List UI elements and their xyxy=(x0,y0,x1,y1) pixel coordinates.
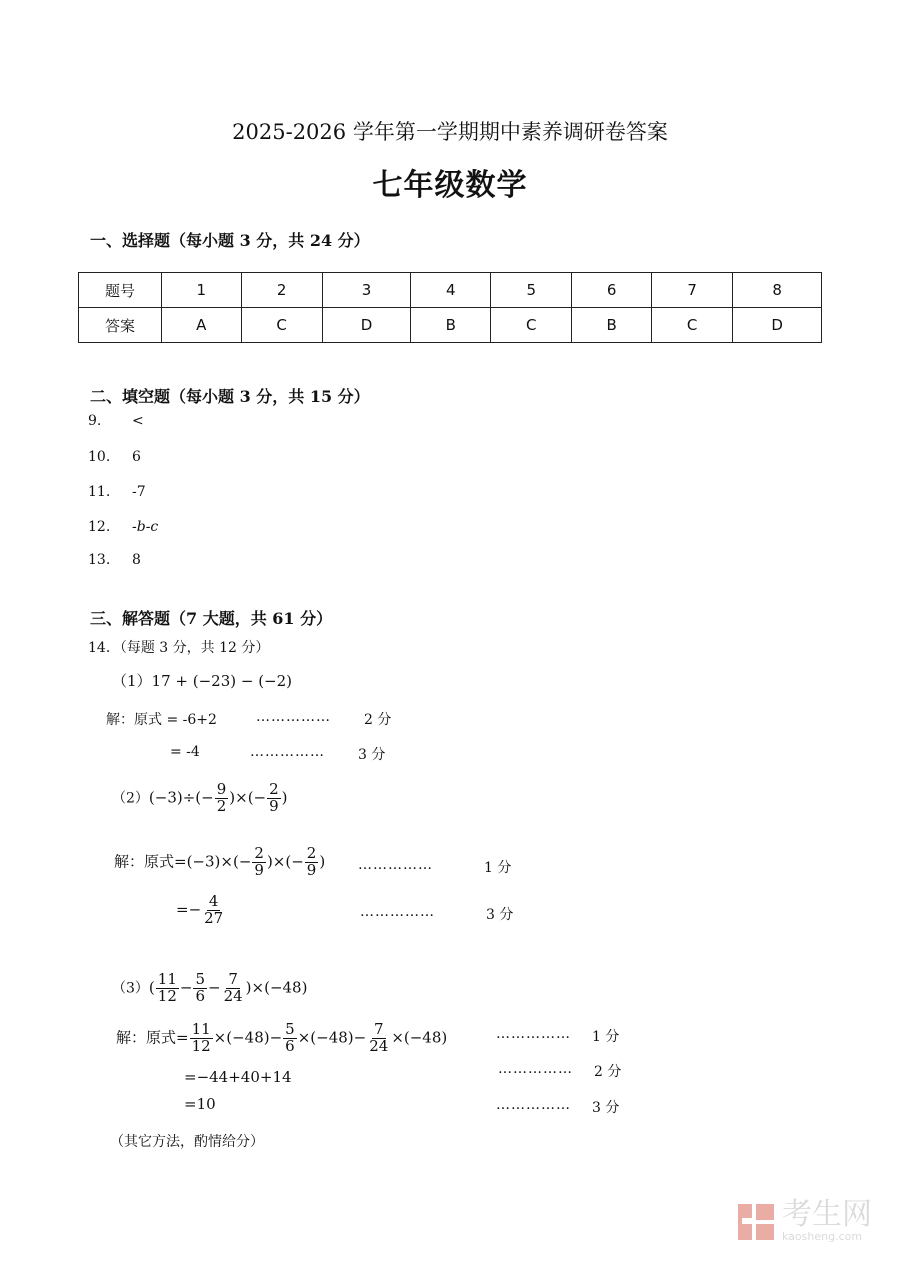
denominator: 9 xyxy=(254,860,264,879)
numerator: 7 xyxy=(373,1020,384,1038)
expression: 17 + (−23) − (−2) xyxy=(151,672,293,690)
numerator: 5 xyxy=(285,1020,295,1038)
table-cell: 4 xyxy=(411,273,491,308)
score-dots: …………… xyxy=(496,1026,571,1042)
score-dots: …………… xyxy=(498,1061,573,1077)
solution-prefix: 解：原式= xyxy=(114,852,187,871)
expr-part: ×(−48)− xyxy=(213,1028,283,1047)
denominator: 6 xyxy=(195,986,205,1005)
score-label: 1 分 xyxy=(592,1029,620,1045)
q14-part2-solution-step2 xyxy=(176,894,226,927)
fill-item-number: 11. xyxy=(88,484,111,500)
score-label: 3 分 xyxy=(486,907,514,923)
q14-part2-expression xyxy=(112,782,288,815)
q14-part2-solution-step1 xyxy=(114,846,325,879)
numerator: 11 xyxy=(191,1020,211,1038)
denominator: 12 xyxy=(191,1036,211,1055)
numerator: 2 xyxy=(306,844,317,862)
table-cell: B xyxy=(411,308,491,343)
fill-item-answer: -b-c xyxy=(132,519,159,535)
numerator: 2 xyxy=(269,780,279,798)
expr-part: ×(−48) xyxy=(391,1028,448,1047)
part-label: （1） xyxy=(112,672,152,690)
score-label: 2 分 xyxy=(594,1064,622,1080)
expr-part: )×(− xyxy=(229,788,267,807)
document-title: 2025-2026 学年第一学期期中素养调研卷答案 xyxy=(232,120,668,144)
part-label: （2） xyxy=(112,790,149,807)
fill-item-number: 13. xyxy=(88,552,111,568)
table-cell: 2 xyxy=(241,273,322,308)
table-cell: D xyxy=(322,308,411,343)
table-cell: 1 xyxy=(162,273,242,308)
denominator: 24 xyxy=(223,986,243,1005)
table-row xyxy=(79,308,822,343)
fill-item-answer: 6 xyxy=(132,449,141,465)
table-header-cell: 题号 xyxy=(79,273,162,308)
table-cell: 8 xyxy=(733,273,822,308)
q14-part1-expression xyxy=(112,670,292,691)
table-cell: C xyxy=(652,308,733,343)
solution-prefix: 解：原式 = xyxy=(106,712,179,728)
table-row xyxy=(79,273,822,308)
q14-part3-solution-step3: =10 xyxy=(184,1095,216,1113)
numerator: 9 xyxy=(216,780,227,798)
denominator: 2 xyxy=(216,796,227,815)
fraction xyxy=(267,782,281,815)
fraction xyxy=(156,972,179,1005)
expr-part: ) xyxy=(281,788,288,807)
fraction xyxy=(252,846,266,879)
score-dots: …………… xyxy=(250,744,325,760)
watermark xyxy=(736,1197,872,1243)
table-cell: A xyxy=(162,308,242,343)
fraction xyxy=(190,1022,213,1055)
denominator: 6 xyxy=(285,1036,295,1055)
fraction xyxy=(202,894,225,927)
answer-table xyxy=(78,272,822,343)
expr-part: )×(− xyxy=(266,852,304,871)
denominator: 9 xyxy=(306,860,317,879)
expr-part: ×(−48)− xyxy=(297,1028,367,1047)
fraction xyxy=(283,1022,297,1055)
table-cell: 7 xyxy=(652,273,733,308)
fraction xyxy=(193,972,207,1005)
score-label: 3 分 xyxy=(592,1100,620,1116)
table-cell: C xyxy=(491,308,572,343)
denominator: 27 xyxy=(204,908,224,927)
document-subtitle: 七年级数学 xyxy=(372,168,528,203)
expr-part: ( xyxy=(148,978,155,997)
score-label: 3 分 xyxy=(358,747,386,763)
score-dots: …………… xyxy=(496,1097,571,1113)
numerator: 5 xyxy=(195,970,205,988)
question-14-intro: 14．（每题 3 分，共 12 分） xyxy=(88,640,270,656)
score-dots: …………… xyxy=(358,857,433,873)
grading-note: （其它方法，酌情给分） xyxy=(110,1134,264,1150)
expr-part: − xyxy=(179,978,193,997)
step-text: -6+2 xyxy=(182,712,217,728)
watermark-logo-icon xyxy=(736,1202,776,1242)
q14-part3-solution-step2: =−44+40+14 xyxy=(184,1068,292,1086)
q14-part1-solution-step2: = -4 xyxy=(170,744,200,760)
q14-part1-solution-step1 xyxy=(106,709,217,729)
table-cell: 6 xyxy=(572,273,652,308)
denominator: 9 xyxy=(269,796,279,815)
table-header-cell: 答案 xyxy=(79,308,162,343)
fill-item-answer: -7 xyxy=(132,484,146,500)
part-label: （3） xyxy=(112,980,149,997)
fraction xyxy=(305,846,319,879)
table-cell: 5 xyxy=(491,273,572,308)
fill-item-answer: 8 xyxy=(132,552,141,568)
table-cell: 3 xyxy=(322,273,411,308)
watermark-url: kaosheng.com xyxy=(782,1230,863,1243)
numerator: 7 xyxy=(228,970,238,988)
fill-item-number: 10. xyxy=(88,449,111,465)
table-cell: C xyxy=(241,308,322,343)
solution-prefix: 解：原式= xyxy=(116,1028,189,1047)
score-dots: …………… xyxy=(360,904,435,920)
score-label: 1 分 xyxy=(484,860,512,876)
score-label: 2 分 xyxy=(364,712,392,728)
expr-part: − xyxy=(208,978,221,997)
numerator: 2 xyxy=(254,844,264,862)
expr-part: ) xyxy=(319,852,326,871)
expr-part: (−3)÷(− xyxy=(148,788,214,807)
table-cell: B xyxy=(572,308,652,343)
q14-part3-expression xyxy=(112,972,307,1005)
expr-part: )×(−48) xyxy=(245,978,308,997)
section-choice-heading: 一、选择题（每小题 3 分，共 24 分） xyxy=(90,231,370,250)
expr-part: =− xyxy=(176,900,202,919)
fill-item-answer: < xyxy=(132,413,144,429)
numerator: 4 xyxy=(208,892,219,910)
denominator: 12 xyxy=(157,986,177,1005)
fraction xyxy=(215,782,229,815)
fraction xyxy=(222,972,245,1005)
section-solve-heading: 三、解答题（7 大题，共 61 分） xyxy=(90,609,333,628)
numerator: 11 xyxy=(157,970,177,988)
fill-item-number: 9. xyxy=(88,413,102,429)
score-dots: …………… xyxy=(256,709,331,725)
section-fill-heading: 二、填空题（每小题 3 分，共 15 分） xyxy=(90,387,370,406)
expr-part: (−3)×(− xyxy=(186,852,252,871)
fill-item-number: 12. xyxy=(88,519,111,535)
watermark-brand: 考生网 xyxy=(782,1197,872,1232)
fraction xyxy=(367,1022,390,1055)
q14-part3-solution-step1 xyxy=(116,1022,447,1055)
denominator: 24 xyxy=(369,1036,389,1055)
table-cell: D xyxy=(733,308,822,343)
